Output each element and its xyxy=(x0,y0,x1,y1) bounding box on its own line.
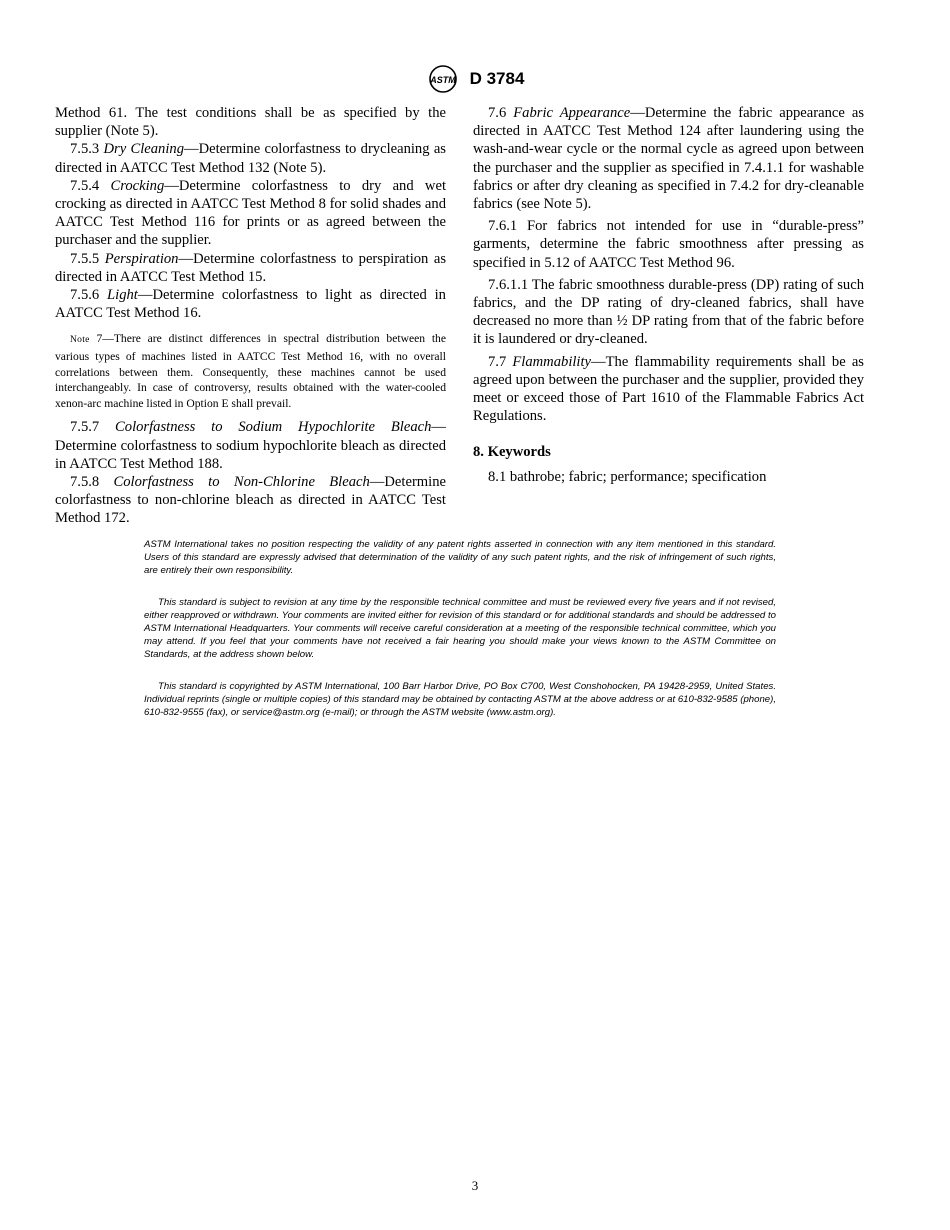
patent-notice: ASTM International takes no position respecting the validity of any patent rights asserted in connection with any item mentioned in this standard. Users of this standard are expressly advised that determination of the validity of any such patent rights, and the risk of infringement of such rights, are entirely their own responsibility. xyxy=(144,539,776,576)
paragraph-7-5-3: 7.5.3 Dry Cleaning—Determine colorfastness to drycleaning as directed in AATCC Test Method 132 (Note 5). xyxy=(55,141,446,176)
note-7: Note 7—There are distinct differences in spectral distribution between the various types of machines listed in AATCC Test Method 16, with no overall correlations between them. Consequently, these machines cannot be used interchangeably. In case of controversy, results obtained with the water-cooled xenon-arc machine listed in Option E shall prevail. xyxy=(55,332,446,410)
paragraph-7-5-4: 7.5.4 Crocking—Determine colorfastness to dry and wet crocking as directed in AATCC Test Method 8 for solid shades and AATCC Test Method 116 for prints or as agreed between the purchaser and the supplier. xyxy=(55,177,447,249)
paragraph-7-5-8: 7.5.8 Colorfastness to Non-Chlorine Bleach—Determine colorfastness to non-chlorine bleach as directed in AATCC Test Method 172. xyxy=(55,474,446,527)
paragraph-7-6-1-1: 7.6.1.1 The fabric smoothness durable-press (DP) rating of such fabrics, and the DP rating of dry-cleaned fabrics, shall have decreased no more than ½ DP rating from that of the fabric before it is laundered or dry-cleaned. xyxy=(473,276,864,348)
standard-designation: D 3784 xyxy=(469,69,525,88)
page-number: 3 xyxy=(471,1178,479,1193)
paragraph-7-5-7: 7.5.7 Colorfastness to Sodium Hypochlorite Bleach—Determine colorfastness to sodium hypochlorite bleach as directed in AATCC Test Method 188. xyxy=(55,419,446,472)
section-heading-keywords: 8. Keywords xyxy=(473,444,551,461)
left-column xyxy=(55,104,446,528)
svg-text:ASTM: ASTM xyxy=(429,75,456,85)
paragraph-7-7: 7.7 Flammability—The flammability requirements shall be as agreed upon between the purchaser and the supplier, provided they meet or exceed those of Part 1610 of the Flammable Fabrics Act Regulations. xyxy=(473,353,864,425)
paragraph-keywords: 8.1 bathrobe; fabric; performance; specification xyxy=(488,468,767,485)
revision-notice: This standard is subject to revision at any time by the responsible technical committee and must be reviewed every five years and if not revised, either reapproved or withdrawn. Your comments are invited either for revision of this standard or for additional standards and should be addressed to ASTM International Headquarters. Your comments will receive careful consideration at a meeting of the responsible technical committee, which you may attend. If you feel that your comments have not received a fair hearing you should make your views known to the ASTM Committee on Standards, at the address shown below. xyxy=(144,597,776,660)
page-header xyxy=(0,64,950,94)
legal-footer xyxy=(144,538,776,738)
paragraph-7-5-6: 7.5.6 Light—Determine colorfastness to light as directed in AATCC Test Method 16. xyxy=(55,287,446,322)
copyright-notice: This standard is copyrighted by ASTM International, 100 Barr Harbor Drive, PO Box C700, West Conshohocken, PA 19428-2959, United States. Individual reprints (single or multiple copies) of this standard may be obtained by contacting ASTM at the above address or at 610-832-9585 (phone), 610-832-9555 (fax), or service@astm.org (e-mail); or through the ASTM website (www.astm.org). xyxy=(144,681,776,718)
astm-logo-icon xyxy=(426,64,460,94)
paragraph-7-6-1: 7.6.1 For fabrics not intended for use in “durable-press” garments, determine the fabric smoothness after pressing as specified in 5.12 of AATCC Test Method 96. xyxy=(473,218,864,271)
right-column xyxy=(473,104,864,486)
paragraph-7-6: 7.6 Fabric Appearance—Determine the fabric appearance as directed in AATCC Test Method 124 after laundering using the wash-and-wear cycle or the normal cycle as agreed upon between the purchaser and the supplier as specified in 7.4.1.1 for washable fabrics or after dry cleaning as specified in 7.4.2 for dry-cleanable fabrics (see Note 5). xyxy=(473,105,864,213)
paragraph-method-61: Method 61. The test conditions shall be as specified by the supplier (Note 5). xyxy=(55,105,446,140)
paragraph-7-5-5: 7.5.5 Perspiration—Determine colorfastness to perspiration as directed in AATCC Test Method 15. xyxy=(55,250,446,285)
